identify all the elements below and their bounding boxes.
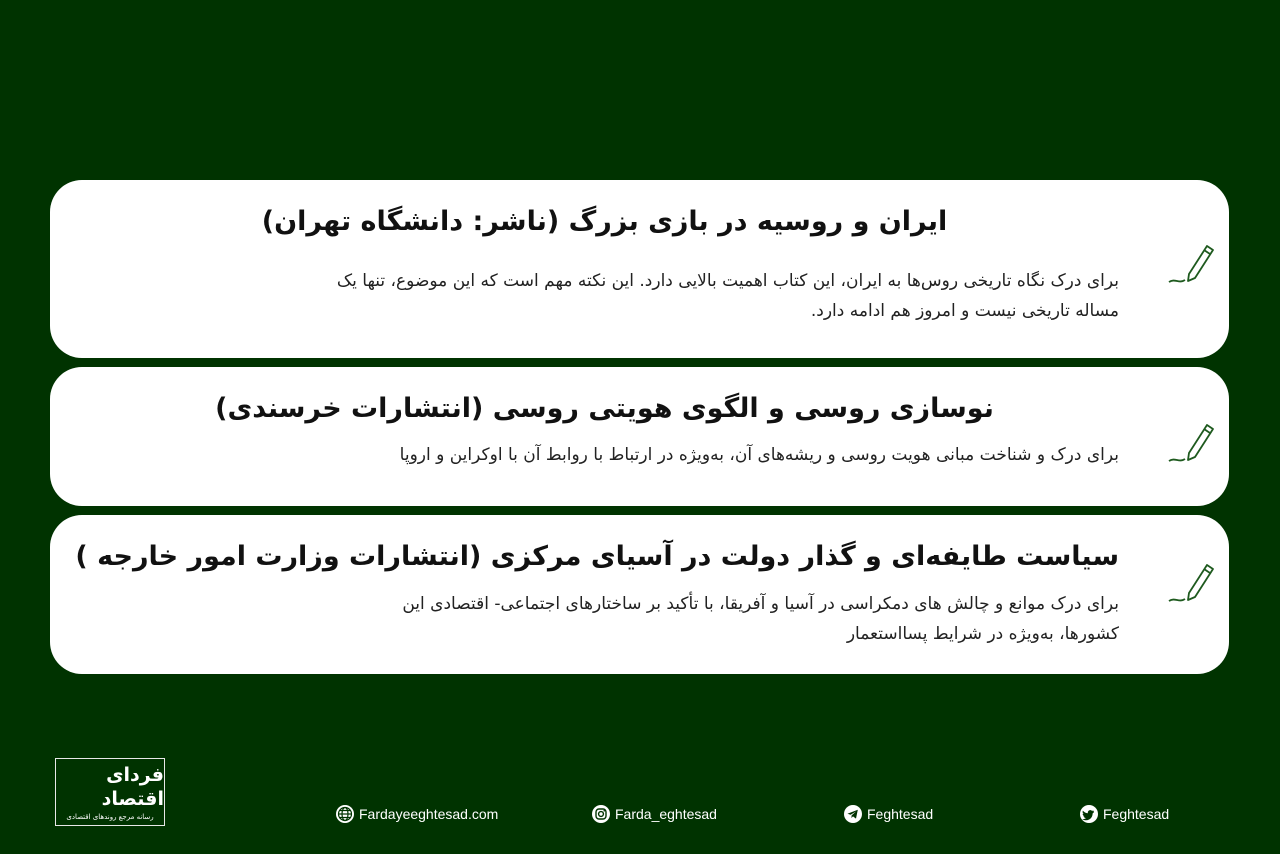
pencil-icon xyxy=(1167,417,1217,467)
pencil-icon xyxy=(1167,557,1217,607)
globe-icon xyxy=(335,804,355,824)
logo-text: فردای اقتصاد xyxy=(101,764,164,810)
telegram-link[interactable] xyxy=(843,803,933,825)
book-card-2 xyxy=(50,367,1229,506)
book-description xyxy=(110,440,1119,470)
book-card-1 xyxy=(50,180,1229,358)
twitter-label: Feghtesad xyxy=(1103,806,1170,822)
description-line: برای درک و شناخت مبانی هویت روسی و ریشه‌های آن، به‌ویژه در ارتباط با روابط آن با اوکراین و اروپا xyxy=(399,445,1119,465)
website-link[interactable] xyxy=(335,803,498,825)
description-line: برای درک موانع و چالش های دمکراسی در آسیا و آفریقا، با تأکید بر ساختارهای اجتماعی- اقتصادی این xyxy=(402,594,1119,614)
instagram-label: Farda_eghtesad xyxy=(615,806,717,822)
twitter-icon xyxy=(1079,804,1099,824)
telegram-label: Feghtesad xyxy=(867,806,934,822)
pencil-icon xyxy=(1167,238,1217,288)
website-label: Fardayeeghtesad.com xyxy=(359,806,499,822)
book-card-3 xyxy=(50,515,1229,674)
twitter-link[interactable] xyxy=(1079,803,1169,825)
instagram-link[interactable] xyxy=(591,803,717,825)
book-description xyxy=(110,266,1119,326)
book-title: سیاست طایفه‌ای و گذار دولت در آسیای مرکزی (انتشارات وزارت امور خارجه ) xyxy=(75,541,1119,572)
brand-logo xyxy=(55,758,165,826)
instagram-icon xyxy=(591,804,611,824)
description-line: مساله تاریخی نیست و امروز هم ادامه دارد. xyxy=(810,301,1119,321)
logo-subtext: رسانه مرجع روندهای اقتصادی xyxy=(66,813,154,821)
description-line: برای درک نگاه تاریخی روس‌ها به ایران، این کتاب اهمیت بالایی دارد. این نکته مهم است که این موضوع، تنها یک xyxy=(336,271,1119,291)
telegram-icon xyxy=(843,804,863,824)
book-title: نوسازی روسی و الگوی هویتی روسی (انتشارات خرسندی) xyxy=(215,393,994,424)
book-title: ایران و روسیه در بازی بزرگ (ناشر: دانشگاه تهران) xyxy=(261,206,948,237)
book-description xyxy=(110,589,1119,649)
description-line: کشورها، به‌ویژه در شرایط پسااستعمار xyxy=(846,624,1119,644)
